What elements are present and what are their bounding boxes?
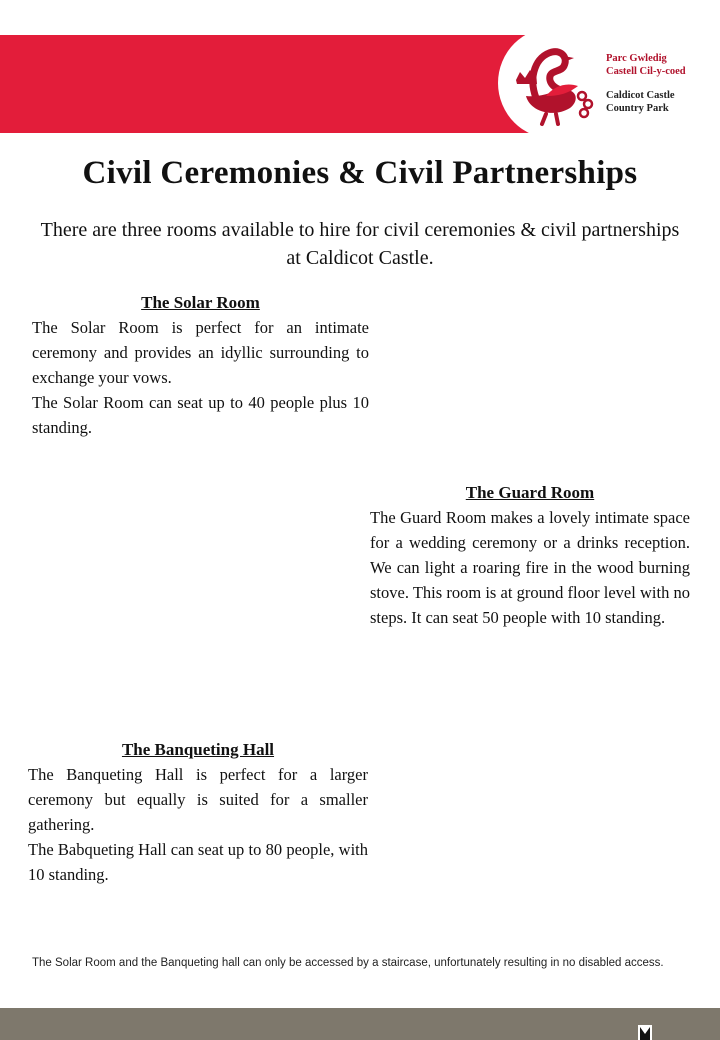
logo-english-name bbox=[606, 89, 675, 115]
page-title: Civil Ceremonies & Civil Partnerships bbox=[82, 155, 638, 191]
logo-english-line1: Caldicot Castle bbox=[606, 90, 675, 101]
room-solar-heading: The Solar Room bbox=[141, 293, 260, 312]
room-solar-description: The Solar Room is perfect for an intimate ceremony and provides an idyllic surrounding to exchange your vows. bbox=[32, 318, 369, 387]
logo-welsh-line1: Parc Gwledig bbox=[606, 53, 667, 64]
footer-emblem-icon bbox=[638, 1025, 652, 1040]
room-guard-description: The Guard Room makes a lovely intimate space for a wedding ceremony or a drinks reception. We can light a roaring fire in the wood burning stove. This room is at ground floor level with no steps. It can seat 50 people with 10 standing. bbox=[370, 508, 690, 627]
room-banqueting-description: The Banqueting Hall is perfect for a larger ceremony but equally is suited for a smaller gathering. bbox=[28, 765, 368, 834]
room-guard-heading: The Guard Room bbox=[465, 483, 595, 502]
room-solar-section bbox=[32, 291, 369, 440]
room-banqueting-section bbox=[28, 738, 368, 887]
footer-band bbox=[0, 1008, 720, 1040]
logo-welsh-line2: Castell Cil-y-coed bbox=[606, 66, 686, 77]
intro-text: There are three rooms available to hire for civil ceremonies & civil partnerships at Caldicot Castle. bbox=[40, 219, 680, 269]
room-solar-capacity: The Solar Room can seat up to 40 people plus 10 standing. bbox=[32, 393, 369, 437]
logo-welsh-name bbox=[606, 52, 686, 78]
room-guard-section bbox=[370, 481, 690, 630]
room-banqueting-heading: The Banqueting Hall bbox=[121, 740, 275, 759]
logo-english-line2: Country Park bbox=[606, 103, 669, 114]
room-banqueting-capacity: The Babqueting Hall can seat up to 80 people, with 10 standing. bbox=[28, 840, 368, 884]
accessibility-footnote: The Solar Room and the Banqueting hall can only be accessed by a staircase, unfortunately resulting in no disabled access. bbox=[32, 957, 664, 969]
swan-crest-logo-icon bbox=[506, 36, 598, 128]
